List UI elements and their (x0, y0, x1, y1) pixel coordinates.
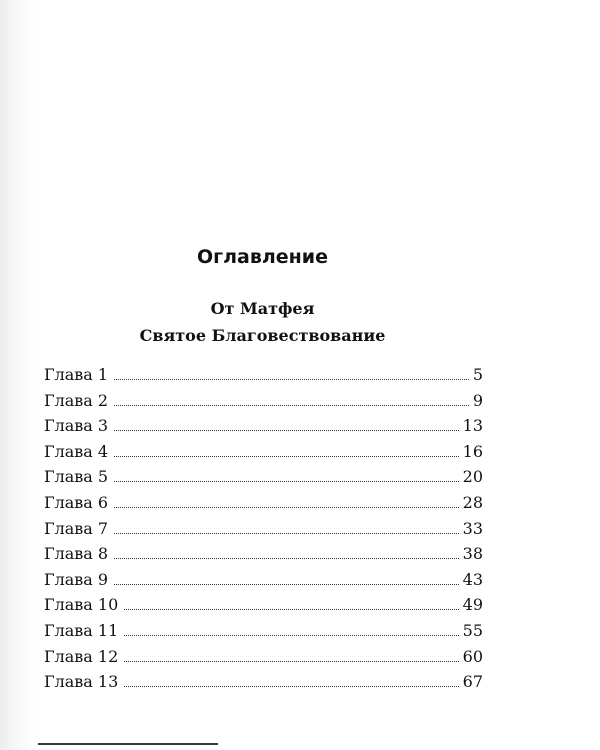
toc-entry-label: Глава 4 (44, 441, 109, 461)
toc-entry-chapter-6[interactable] (44, 490, 483, 516)
dot-leader (114, 533, 459, 534)
toc-entry-page: 33 (462, 518, 483, 538)
toc-entry-label: Глава 12 (44, 646, 119, 666)
toc-entry-label: Глава 7 (44, 518, 109, 538)
dot-leader (114, 456, 459, 457)
toc-entry-label: Глава 9 (44, 569, 109, 589)
page-title: Оглавление (197, 246, 328, 268)
dot-leader (114, 379, 469, 380)
dot-leader (114, 584, 459, 585)
dot-leader (114, 507, 459, 508)
toc-entry-label: Глава 5 (44, 467, 109, 487)
dot-leader (124, 609, 458, 610)
dot-leader (124, 635, 458, 636)
page-bottom-rule (38, 743, 218, 745)
toc-entry-page: 55 (462, 620, 483, 640)
toc-entry-page: 13 (462, 416, 483, 436)
toc-entry-page: 43 (462, 569, 483, 589)
toc-entry-page: 28 (462, 492, 483, 512)
toc-entry-page: 20 (462, 467, 483, 487)
table-of-contents (44, 362, 483, 695)
book-title-line-2: Святое Благовествование (139, 326, 386, 345)
toc-entry-page: 16 (462, 441, 483, 461)
toc-entry-chapter-13[interactable] (44, 669, 483, 695)
toc-entry-chapter-12[interactable] (44, 644, 483, 670)
dot-leader (124, 661, 458, 662)
toc-entry-page: 49 (462, 595, 483, 615)
toc-entry-label: Глава 2 (44, 390, 109, 410)
toc-entry-chapter-3[interactable] (44, 413, 483, 439)
book-title-line-1: От Матфея (210, 299, 315, 318)
toc-entry-chapter-7[interactable] (44, 516, 483, 542)
toc-entry-label: Глава 11 (44, 620, 119, 640)
toc-entry-label: Глава 3 (44, 416, 109, 436)
page-edge-shadow (0, 0, 36, 750)
toc-entry-chapter-5[interactable] (44, 464, 483, 490)
toc-entry-chapter-9[interactable] (44, 567, 483, 593)
dot-leader (114, 430, 459, 431)
dot-leader (114, 481, 459, 482)
toc-entry-page: 67 (462, 672, 483, 692)
toc-entry-page: 38 (462, 544, 483, 564)
toc-entry-label: Глава 10 (44, 595, 119, 615)
dot-leader (124, 686, 458, 687)
toc-entry-label: Глава 8 (44, 544, 109, 564)
toc-entry-page: 60 (462, 646, 483, 666)
toc-entry-page: 9 (472, 390, 483, 410)
toc-entry-chapter-10[interactable] (44, 592, 483, 618)
toc-entry-page: 5 (472, 365, 483, 384)
toc-entry-label: Глава 6 (44, 492, 109, 512)
toc-entry-chapter-11[interactable] (44, 618, 483, 644)
toc-entry-label: Глава 1 (44, 365, 109, 384)
toc-entry-chapter-2[interactable] (44, 388, 483, 414)
dot-leader (114, 558, 459, 559)
toc-entry-chapter-8[interactable] (44, 541, 483, 567)
dot-leader (114, 405, 469, 406)
toc-entry-chapter-4[interactable] (44, 439, 483, 465)
toc-entry-chapter-1[interactable] (44, 362, 483, 388)
toc-entry-label: Глава 13 (44, 672, 119, 692)
